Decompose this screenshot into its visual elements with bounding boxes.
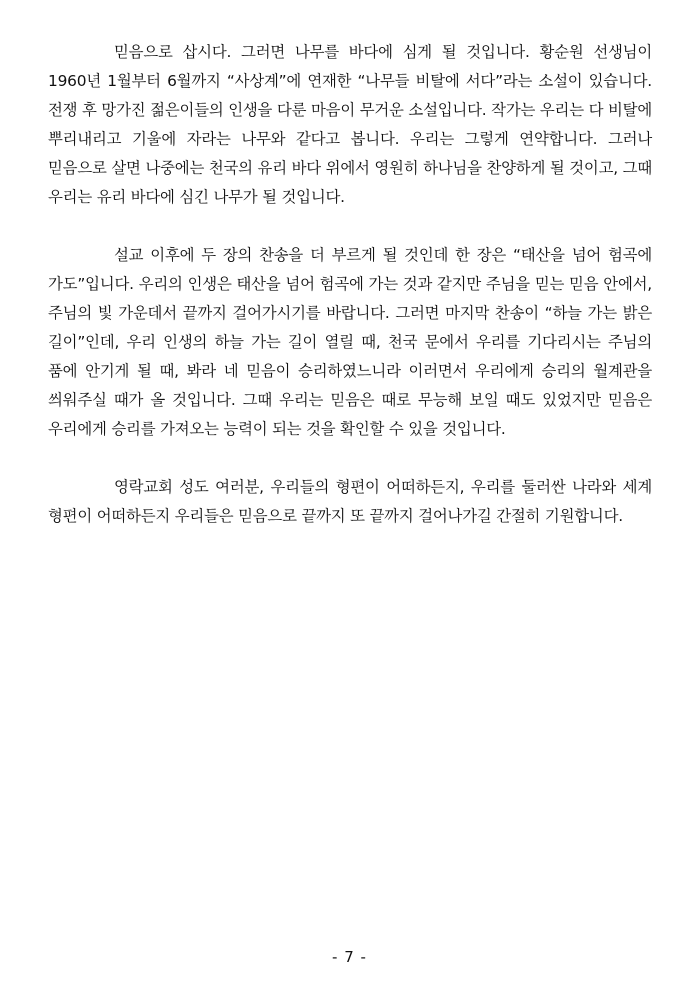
paragraph-hymns: 설교 이후에 두 장의 찬송을 더 부르게 될 것인데 한 장은 “태산을 넘어 험곡에 가도”입니다. 우리의 인생은 태산을 넘어 험곡에 가는 것과 같지만 주님을 믿는 믿음 안에서, 주님의 빛 가운데서 끝까지 걸어가시기를 바랍니다. 그러면 마지막 찬송이 “하늘 가는 밝은 길이”인데, 우리 인생의 하늘 가는 길이 열릴 때, 천국 문에서 우리를 기다리시는 주님의 품에 안기게 될 때, 봐라 네 믿음이 승리하였느니라 이러면서 우리에게 승리의 월계관을 씌워주실 때가 올 것입니다. 그때 우리는 믿음은 때로 무능해 보일 때도 있었지만 믿음은 우리에게 승리를 가져오는 능력이 되는 것을 확인할 수 있을 것입니다.	[48, 246, 652, 438]
paragraph-closing-prayer: 영락교회 성도 여러분, 우리들의 형편이 어떠하든지, 우리를 둘러싼 나라와 세계 형편이 어떠하든지 우리들은 믿음으로 끝까지 또 끝까지 걸어나가길 간절히 기원합니다.	[48, 478, 652, 525]
paragraph-faith-tree: 믿음으로 삽시다. 그러면 나무를 바다에 심게 될 것입니다. 황순원 선생님이 1960년 1월부터 6월까지 “사상계”에 연재한 “나무들 비탈에 서다”라는 소설이 있습니다. 전쟁 후 망가진 젊은이들의 인생을 다룬 마음이 무거운 소설입니다. 작가는 우리는 다 비탈에 뿌리내리고 기울에 자라는 나무와 같다고 봅니다. 우리는 그렇게 연약합니다. 그러나 믿음으로 살면 나중에는 천국의 유리 바다 위에서 영원히 하나님을 찬양하게 될 것이고, 그때 우리는 유리 바다에 심긴 나무가 될 것입니다.	[48, 43, 652, 206]
page-number: - 7 -	[332, 948, 367, 966]
page-body	[48, 38, 652, 531]
